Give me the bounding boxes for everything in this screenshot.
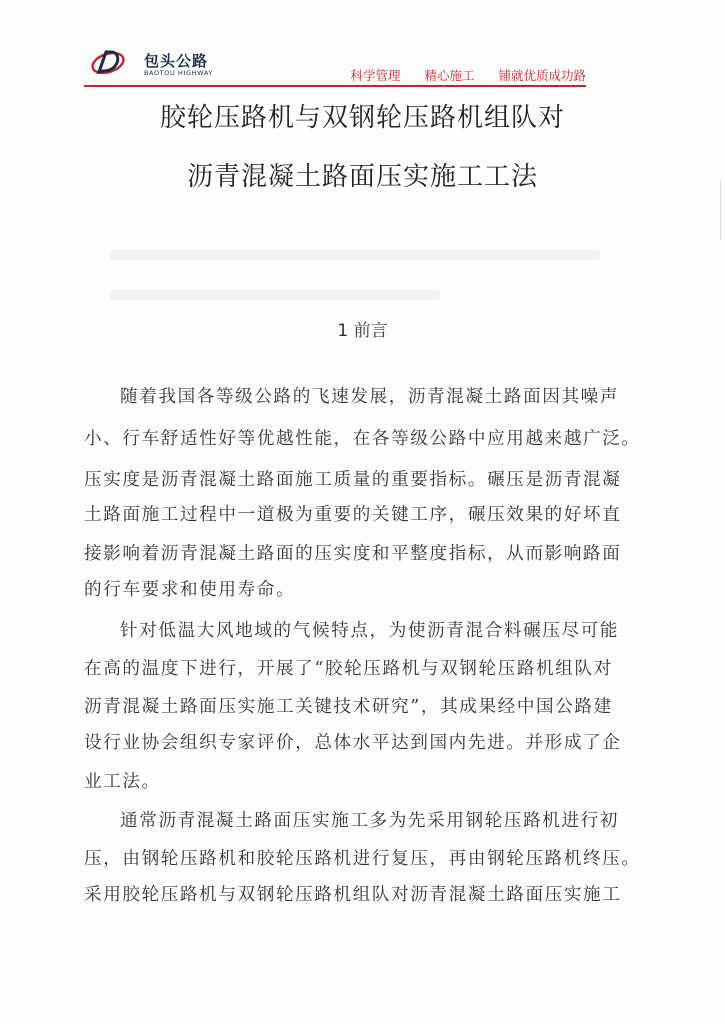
document-title-line-2: 沥青混凝土路面压实施工工法: [186, 162, 538, 192]
baotou-highway-logo-icon: [90, 46, 126, 78]
header-rule: [84, 85, 586, 87]
bleed-through-artifact: [110, 250, 600, 260]
bleed-through-artifact: [110, 290, 440, 300]
header-slogan: [350, 66, 586, 84]
body-line: 的行车要求和使用寿命。: [84, 580, 296, 600]
body-line: 沥青混凝土路面压实施工关键技术研究”，其成果经中国公路建: [84, 697, 613, 717]
slogan-part: 科学管理: [350, 68, 401, 83]
body-line: 在高的温度下进行，开展了“胶轮压路机与双钢轮压路机组队对: [84, 659, 613, 679]
document-title-line-1: 胶轮压路机与双钢轮压路机组队对: [159, 103, 565, 133]
body-line: 压，由钢轮压路机和胶轮压路机进行复压，再由钢轮压路机终压。: [84, 849, 641, 869]
body-line: 土路面施工过程中一道极为重要的关键工序，碾压效果的好坏直: [84, 505, 622, 525]
section-heading: 1 前言: [337, 321, 388, 341]
body-line: 采用胶轮压路机与双钢轮压路机组队对沥青混凝土路面压实施工: [84, 885, 622, 905]
brand-name-en: BAOTOU HIGHWAY: [144, 69, 213, 77]
body-line: 随着我国各等级公路的飞速发展，沥青混凝土路面因其噪声: [120, 387, 620, 407]
body-line: 业工法。: [84, 772, 161, 792]
body-line: 通常沥青混凝土路面压实施工多为先采用钢轮压路机进行初: [120, 811, 620, 831]
page-header: [84, 44, 586, 86]
body-line: 压实度是沥青混凝土路面施工质量的重要指标。碾压是沥青混凝: [84, 470, 622, 490]
body-line: 接影响着沥青混凝土路面的压实度和平整度指标，从而影响路面: [84, 544, 622, 564]
slogan-part: 精心施工: [424, 68, 475, 83]
slogan-part: 铺就优质成功路: [498, 68, 586, 83]
body-line: 针对低温大风地域的气候特点，为使沥青混合料碾压尽可能: [120, 621, 620, 641]
body-line: 设行业协会组织专家评价，总体水平达到国内先进。并形成了企: [84, 733, 622, 753]
brand-name-cn: 包头公路: [144, 52, 209, 70]
body-line: 小、行车舒适性好等优越性能，在各等级公路中应用越来越广泛。: [84, 429, 641, 449]
